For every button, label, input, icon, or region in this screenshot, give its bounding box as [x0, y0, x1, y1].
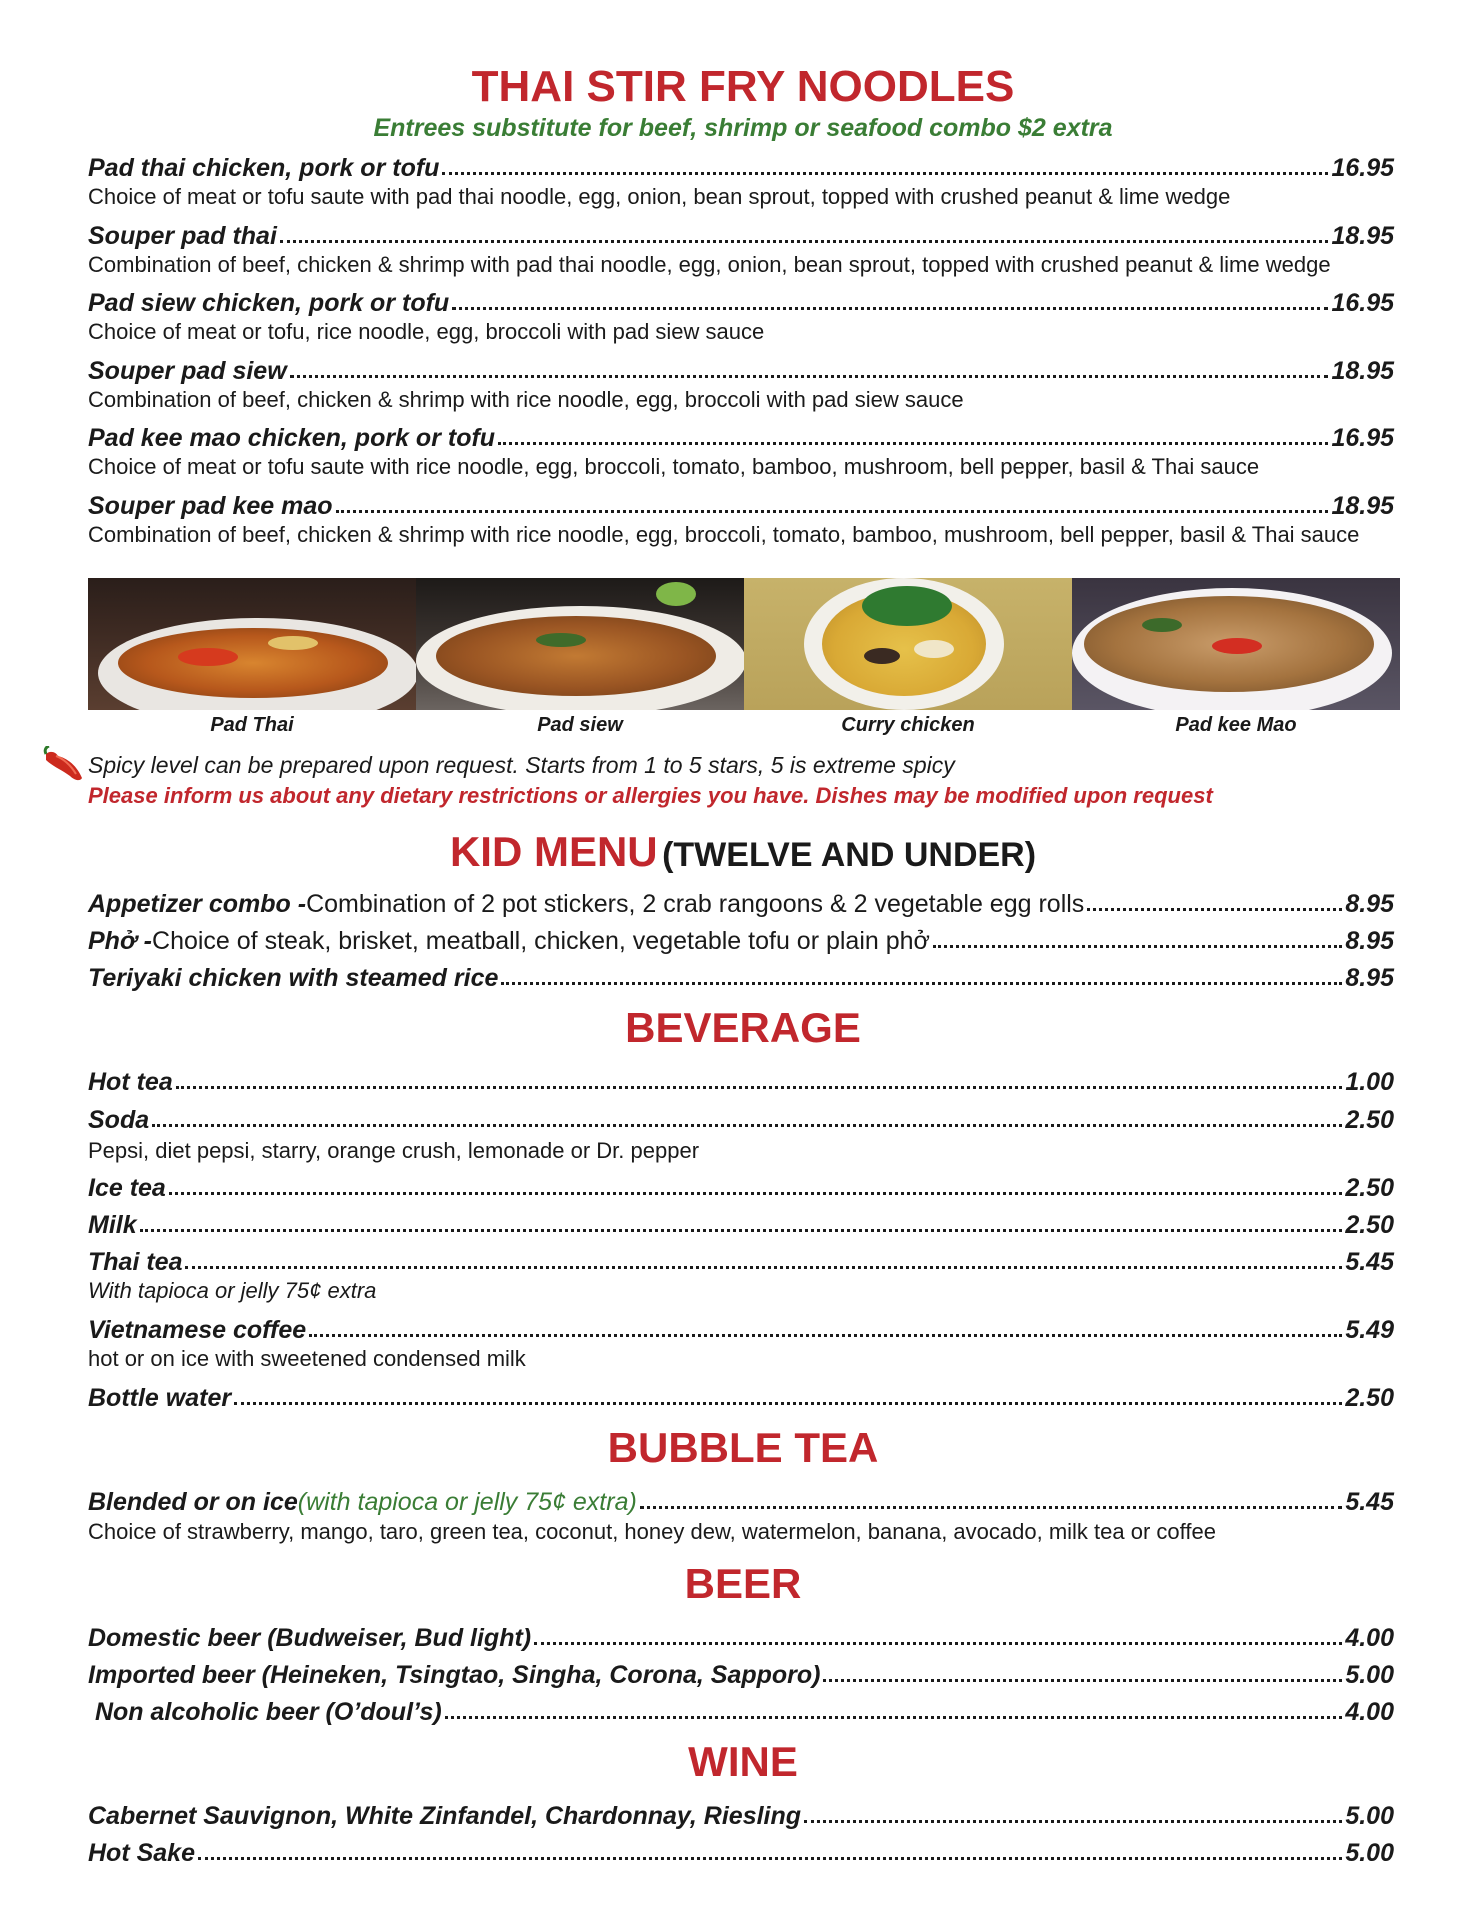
coffee-description: hot or on ice with sweetened condensed milk — [88, 1346, 526, 1371]
leader-dots — [442, 172, 1328, 175]
leader-dots — [823, 1679, 1342, 1682]
chili-pepper-icon — [40, 746, 86, 784]
item-name: Hot tea — [88, 1068, 173, 1096]
item-name: Cabernet Sauvignon, White Zinfandel, Chardonnay, Riesling — [88, 1802, 802, 1830]
item-description: Combination of beef, chicken & shrimp with rice noodle, egg, broccoli with pad siew sauce — [88, 387, 964, 412]
wine-title: WINE — [688, 1738, 798, 1785]
menu-item — [88, 1380, 1394, 1412]
item-price: 4.00 — [1345, 1624, 1394, 1652]
noodles-title: THAI STIR FRY NOODLES — [471, 62, 1015, 111]
photo-curry-chicken — [744, 578, 1072, 710]
leader-dots — [198, 1857, 1342, 1860]
item-price: 18.95 — [1331, 492, 1394, 520]
leader-dots — [309, 1334, 1342, 1337]
item-name: Pad siew chicken, pork or tofu — [88, 289, 450, 317]
kid-menu-heading — [88, 828, 1398, 876]
spicy-note: Spicy level can be prepared upon request. Starts from 1 to 5 stars, 5 is extreme spicy — [88, 752, 955, 778]
beverage-title: BEVERAGE — [625, 1004, 861, 1051]
noodles-subtitle: Entrees substitute for beef, shrimp or seafood combo $2 extra — [373, 114, 1113, 142]
menu-item — [88, 1835, 1394, 1867]
bubble-tea-description: Choice of strawberry, mango, taro, green tea, coconut, honey dew, watermelon, banana, avocado, milk tea or coffee — [88, 1519, 1216, 1544]
leader-dots — [1087, 908, 1342, 911]
item-note: (with tapioca or jelly 75¢ extra) — [297, 1488, 637, 1516]
item-name: Imported beer (Heineken, Tsingtao, Singha, Corona, Sapporo) — [88, 1661, 821, 1689]
item-price: 5.00 — [1345, 1661, 1394, 1689]
menu-item — [88, 1484, 1394, 1516]
item-price: 8.95 — [1345, 890, 1394, 918]
item-price: 16.95 — [1331, 154, 1394, 182]
leader-dots — [280, 240, 1329, 243]
item-price: 5.00 — [1345, 1802, 1394, 1830]
item-price: 16.95 — [1331, 289, 1394, 317]
menu-item — [88, 886, 1394, 918]
item-price: 18.95 — [1331, 357, 1394, 385]
item-price: 4.00 — [1345, 1698, 1394, 1726]
leader-dots — [498, 442, 1328, 445]
photo-pad-kee-mao — [1072, 578, 1400, 710]
item-price: 16.95 — [1331, 424, 1394, 452]
menu-item — [88, 218, 1394, 250]
item-price: 2.50 — [1345, 1384, 1394, 1412]
item-description: Choice of steak, brisket, meatball, chicken, vegetable tofu or plain phở — [152, 927, 930, 955]
item-name: Souper pad siew — [88, 357, 287, 385]
leader-dots — [445, 1716, 1343, 1719]
item-price: 2.50 — [1345, 1211, 1394, 1239]
leader-dots — [804, 1820, 1342, 1823]
photo-pad-thai — [88, 578, 416, 710]
item-name: Hot Sake — [88, 1839, 195, 1867]
leader-dots — [452, 307, 1328, 310]
leader-dots — [169, 1192, 1342, 1195]
item-price: 2.50 — [1345, 1106, 1394, 1134]
menu-item — [88, 353, 1394, 385]
item-name: Thai tea — [88, 1248, 183, 1276]
item-price: 5.00 — [1345, 1839, 1394, 1867]
item-price: 8.95 — [1345, 964, 1394, 992]
menu-item — [88, 1064, 1394, 1096]
menu-item — [88, 923, 1394, 955]
item-description: Choice of meat or tofu, rice noodle, egg, broccoli with pad siew sauce — [88, 319, 765, 344]
menu-item — [88, 488, 1394, 520]
item-name: Souper pad thai — [88, 222, 277, 250]
menu-item — [88, 1312, 1394, 1344]
allergy-note: Please inform us about any dietary restrictions or allergies you have. Dishes may be modified upon request — [88, 783, 1213, 808]
item-description: Combination of beef, chicken & shrimp with pad thai noodle, egg, onion, bean sprout, topped with crushed peanut & lime wedge — [88, 252, 1331, 277]
item-name: Teriyaki chicken with steamed rice — [88, 964, 499, 992]
item-name: Phở - — [88, 927, 153, 955]
item-description: Choice of meat or tofu saute with pad thai noodle, egg, onion, bean sprout, topped with crushed peanut & lime wedge — [88, 184, 1231, 209]
menu-item — [88, 1207, 1394, 1239]
item-name: Pad kee mao chicken, pork or tofu — [88, 424, 496, 452]
menu-page — [88, 0, 1398, 1920]
item-price: 5.45 — [1345, 1248, 1394, 1276]
item-price: 8.95 — [1345, 927, 1394, 955]
item-price: 18.95 — [1331, 222, 1394, 250]
item-price: 5.45 — [1345, 1488, 1394, 1516]
item-name: Blended or on ice — [88, 1488, 298, 1516]
item-name: Ice tea — [88, 1174, 166, 1202]
leader-dots — [290, 375, 1329, 378]
menu-item — [88, 285, 1394, 317]
menu-item — [88, 1798, 1394, 1830]
leader-dots — [234, 1402, 1342, 1405]
menu-item — [88, 1102, 1394, 1134]
kid-menu-title: KID MENU — [449, 828, 658, 875]
menu-item — [88, 1170, 1394, 1202]
leader-dots — [176, 1086, 1343, 1089]
menu-item — [88, 1657, 1394, 1689]
item-name: Appetizer combo - — [88, 890, 307, 918]
photo-pad-siew — [416, 578, 744, 710]
leader-dots — [933, 945, 1342, 948]
leader-dots — [152, 1124, 1342, 1127]
item-name: Souper pad kee mao — [88, 492, 333, 520]
item-name: Bottle water — [88, 1384, 232, 1412]
kid-menu-subtitle: (TWELVE AND UNDER) — [662, 836, 1037, 874]
leader-dots — [185, 1266, 1342, 1269]
item-name: Non alcoholic beer (O’doul’s) — [88, 1698, 442, 1726]
caption-pad-kee-mao: Pad kee Mao — [1175, 714, 1297, 736]
menu-item — [88, 1244, 1394, 1276]
menu-item — [88, 150, 1394, 182]
item-name: Pad thai chicken, pork or tofu — [88, 154, 440, 182]
item-name: Vietnamese coffee — [88, 1316, 307, 1344]
leader-dots — [140, 1229, 1343, 1232]
caption-pad-thai: Pad Thai — [210, 714, 294, 736]
leader-dots — [640, 1506, 1343, 1509]
leader-dots — [336, 510, 1329, 513]
beer-title: BEER — [684, 1560, 802, 1607]
menu-item — [88, 960, 1394, 992]
leader-dots — [501, 982, 1342, 985]
item-price: 2.50 — [1345, 1174, 1394, 1202]
item-description: Combination of 2 pot stickers, 2 crab rangoons & 2 vegetable egg rolls — [306, 890, 1085, 918]
item-description: Choice of meat or tofu saute with rice noodle, egg, broccoli, tomato, bamboo, mushroom, bell pepper, basil & Thai sauce — [88, 454, 1260, 479]
photo-captions — [88, 714, 1400, 737]
menu-item — [88, 420, 1394, 452]
bubble-tea-title: BUBBLE TEA — [607, 1424, 879, 1471]
item-description: Combination of beef, chicken & shrimp with rice noodle, egg, broccoli, tomato, bamboo, mushroom, bell pepper, basil & Thai sauce — [88, 522, 1360, 547]
caption-pad-siew: Pad siew — [537, 714, 623, 736]
leader-dots — [534, 1642, 1342, 1645]
soda-description: Pepsi, diet pepsi, starry, orange crush, lemonade or Dr. pepper — [88, 1138, 700, 1163]
photo-strip — [88, 578, 1400, 710]
item-name: Soda — [88, 1106, 150, 1134]
item-name: Milk — [88, 1211, 137, 1239]
menu-item — [88, 1694, 1394, 1726]
menu-item — [88, 1620, 1394, 1652]
item-price: 5.49 — [1345, 1316, 1394, 1344]
caption-curry-chicken: Curry chicken — [841, 714, 975, 736]
item-price: 1.00 — [1345, 1068, 1394, 1096]
thai-tea-note: With tapioca or jelly 75¢ extra — [88, 1278, 377, 1303]
item-name: Domestic beer (Budweiser, Bud light) — [88, 1624, 532, 1652]
